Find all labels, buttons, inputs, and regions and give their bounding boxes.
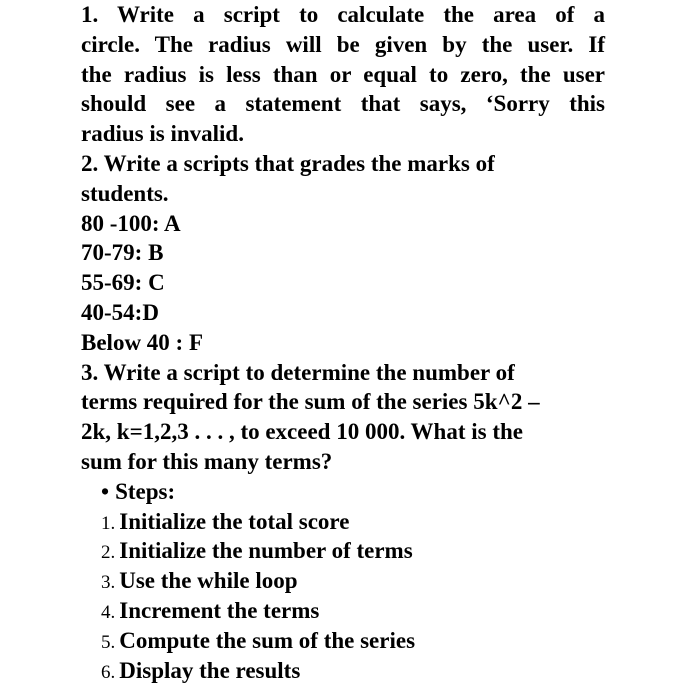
step-number: 3. [101,572,116,594]
question-2-line: students. [81,180,169,206]
step-number: 2. [101,542,116,564]
step-item [81,536,605,566]
step-text: Use the while loop [119,568,298,594]
question-1-line: 1. Write a script to calculate the area of a [81,2,605,27]
grade-band: 40-54:D [81,299,159,325]
bullet-icon: • [101,478,110,504]
step-text: Initialize the number of terms [119,538,413,564]
question-2-line: 2. Write a scripts that grades the marks of [81,150,495,176]
step-item [81,507,605,537]
step-item [81,596,605,626]
question-3-line: sum for this many terms? [81,448,333,474]
step-item [81,626,605,656]
step-number: 5. [101,631,116,653]
step-item [81,656,605,686]
step-number: 4. [101,601,116,623]
step-number: 1. [101,512,116,534]
question-1-line: should see a statement that says, ‘Sorry this [81,91,605,117]
question-3-line: terms required for the sum of the series 5k^2 – [81,389,540,415]
document [81,0,605,685]
step-text: Initialize the total score [119,508,350,534]
question-3 [81,358,605,686]
step-number: 6. [101,661,116,683]
grade-band: 80 -100: A [81,210,181,236]
grade-band: Below 40 : F [81,329,204,355]
question-1-line: circle. The radius will be given by the user. If [81,31,605,57]
steps-heading [81,477,605,507]
step-text: Compute the sum of the series [119,627,416,653]
question-3-line: 3. Write a script to determine the number of [81,359,515,385]
step-item [81,566,605,596]
steps-heading-label: Steps: [115,478,176,504]
question-1 [81,0,605,149]
question-3-line: 2k, k=1,2,3 . . . , to exceed 10 000. What is the [81,419,524,445]
grade-band: 55-69: C [81,270,165,296]
question-1-line: the radius is less than or equal to zero, the user [81,61,605,87]
grade-band: 70-79: B [81,240,164,266]
step-text: Display the results [119,657,301,683]
question-2 [81,149,605,358]
step-text: Increment the terms [119,597,320,623]
question-1-line: radius is invalid. [81,121,244,147]
